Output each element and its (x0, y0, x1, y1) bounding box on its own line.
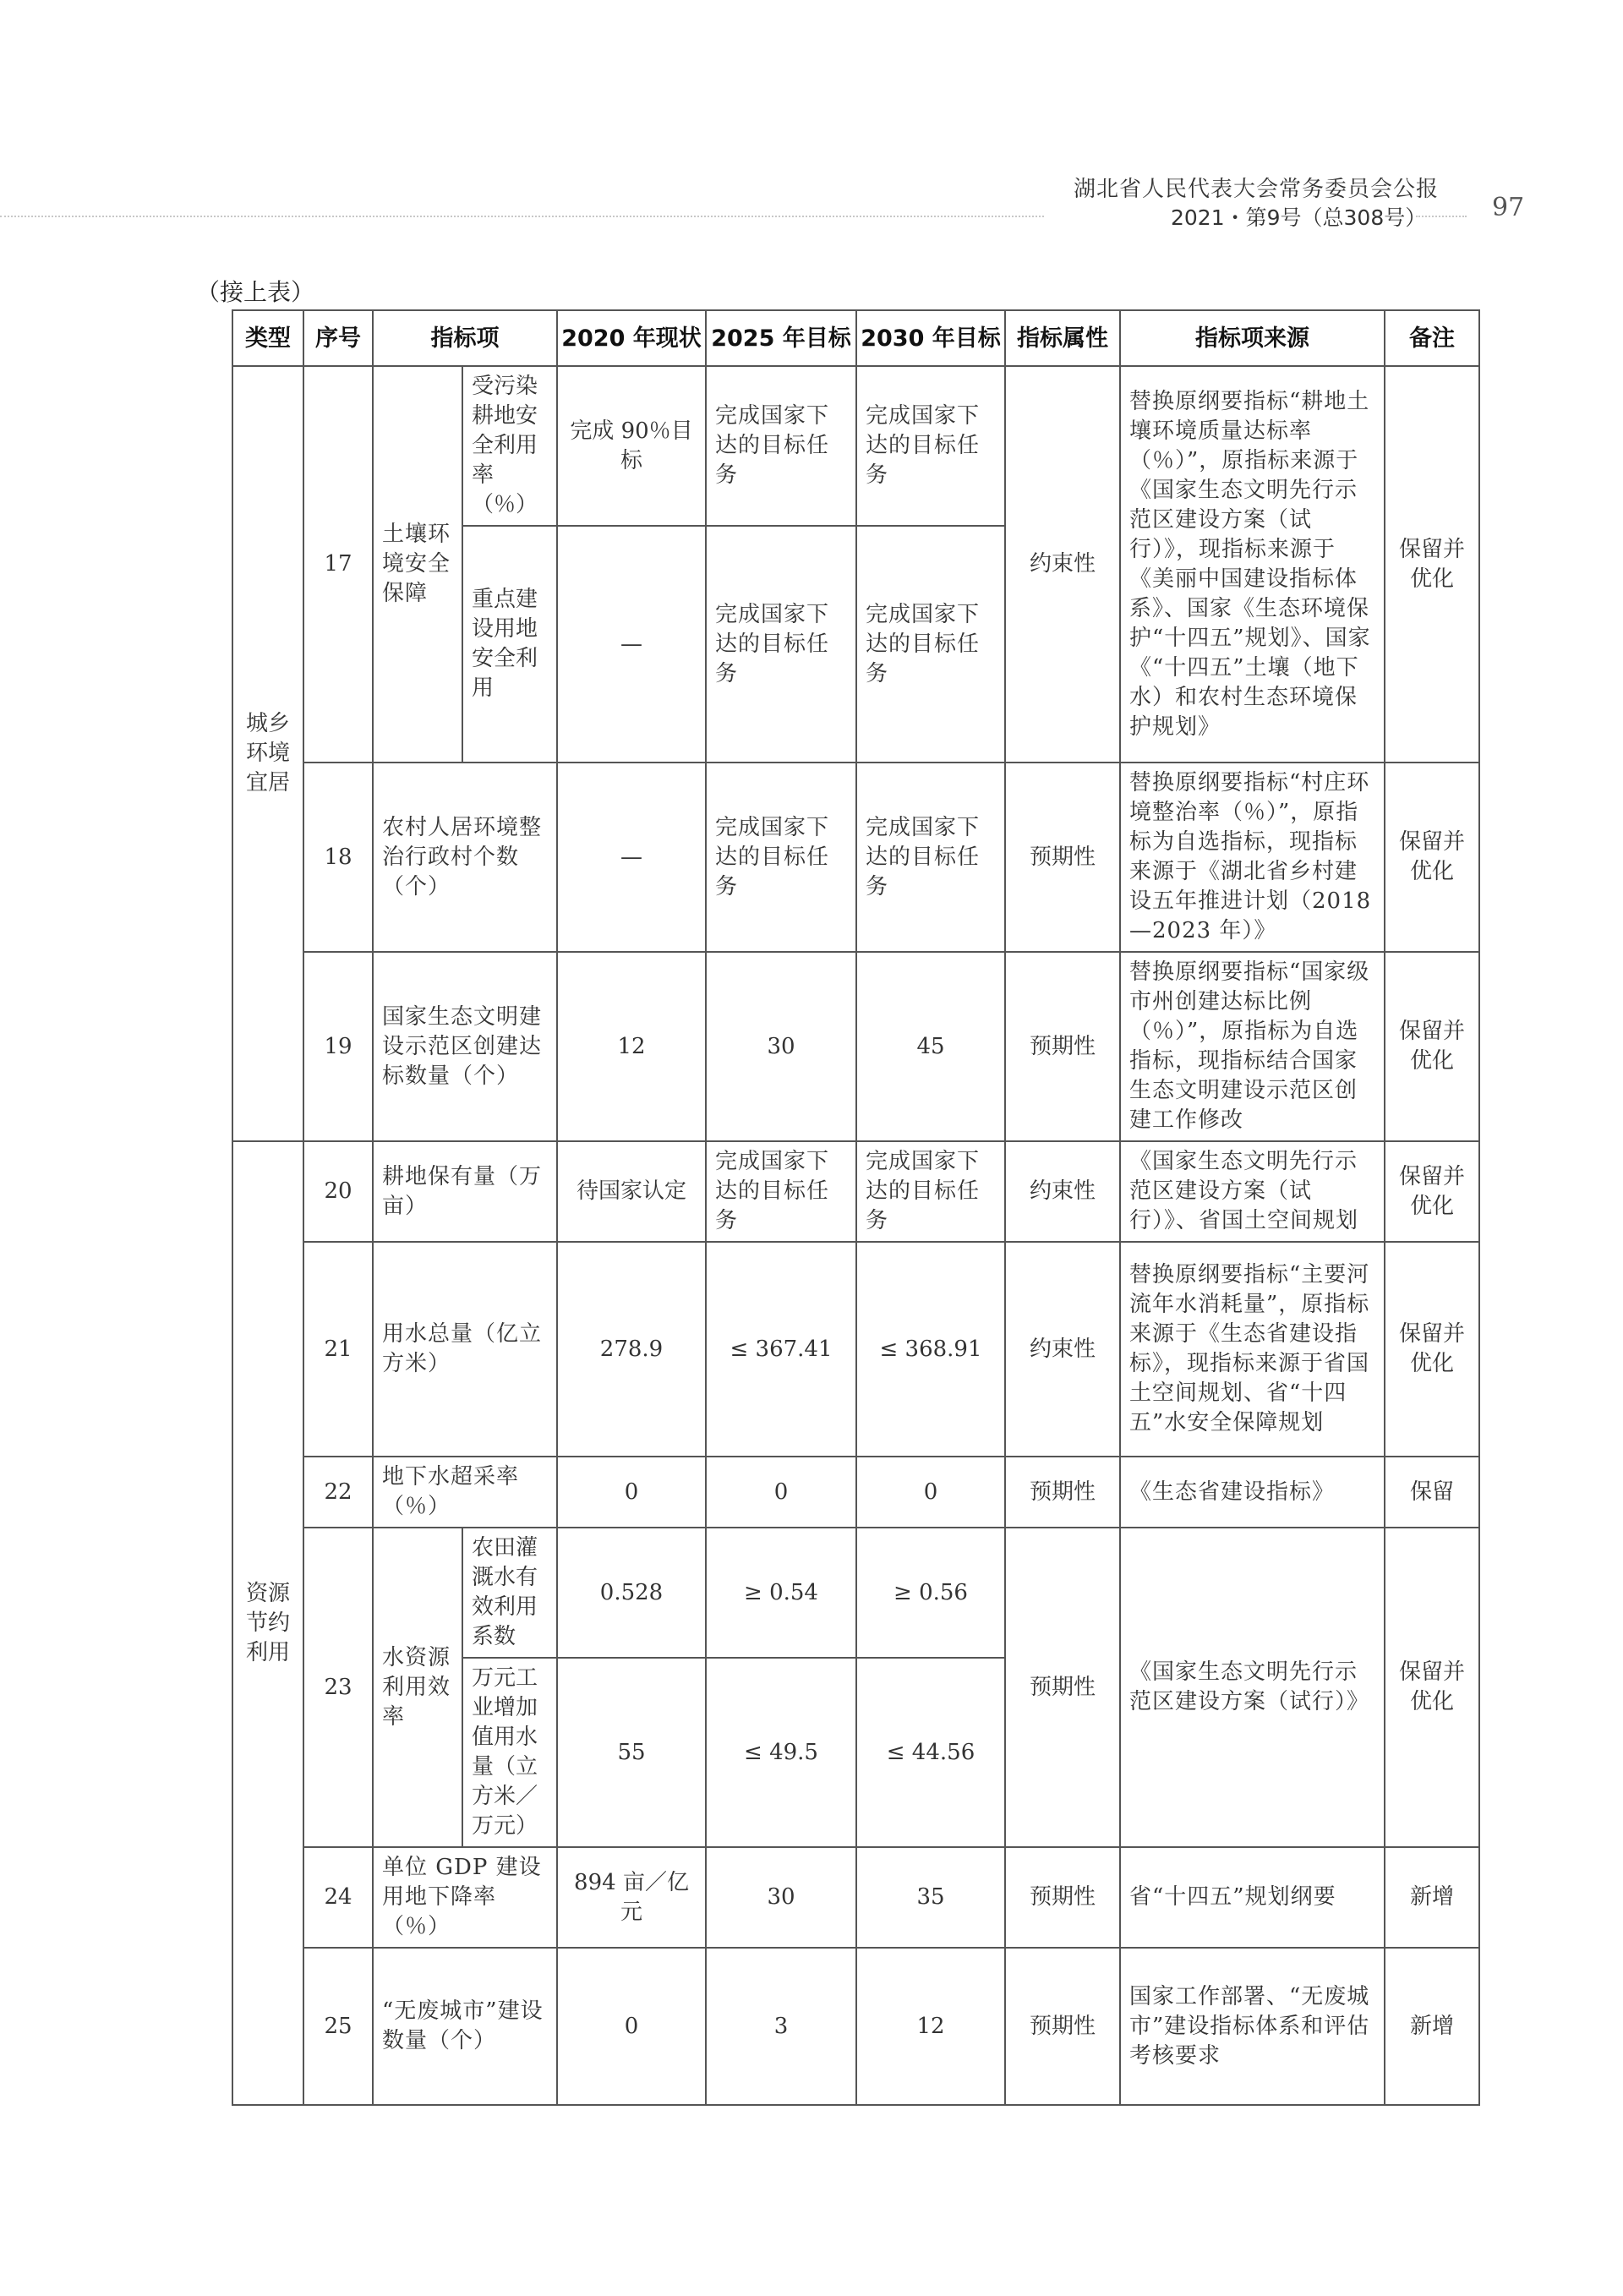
value-2025: 完成国家下达的目标任务 (706, 763, 856, 952)
remark: 新增 (1385, 1847, 1479, 1948)
remark: 保留并优化 (1385, 1141, 1479, 1242)
col-header-source: 指标项来源 (1120, 310, 1385, 366)
indicator-attribute: 预期性 (1005, 952, 1120, 1141)
value-2030: 完成国家下达的目标任务 (856, 1141, 1005, 1242)
value-2020: 待国家认定 (557, 1141, 706, 1242)
value-2025: ≥ 0.54 (706, 1528, 856, 1658)
continued-label: （接上表） (196, 278, 315, 306)
value-2030: 45 (856, 952, 1005, 1141)
value-2020: 0.528 (557, 1528, 706, 1658)
value-2030: 12 (856, 1948, 1005, 2105)
col-header-no: 序号 (303, 310, 373, 366)
row-number: 19 (303, 952, 373, 1141)
indicator-attribute: 预期性 (1005, 1528, 1120, 1847)
indicator-name: 地下水超采率（％） (373, 1457, 557, 1528)
table-header-row (232, 310, 1479, 366)
col-header-item: 指标项 (373, 310, 557, 366)
table-row (232, 366, 1479, 526)
value-2030: ≤ 44.56 (856, 1658, 1005, 1847)
indicator-name: 用水总量（亿立方米） (373, 1242, 557, 1457)
row-number: 21 (303, 1242, 373, 1457)
value-2025: 完成国家下达的目标任务 (706, 1141, 856, 1242)
col-header-2030: 2030 年目标 (856, 310, 1005, 366)
value-2020: 0 (557, 1948, 706, 2105)
indicator-source: 替换原纲要指标“主要河流年水消耗量”，原指标来源于《生态省建设指标》，现指标来源于省国土空间规划、省“十四五”水安全保障规划 (1120, 1242, 1385, 1457)
value-2030: ≥ 0.56 (856, 1528, 1005, 1658)
table-row (232, 1847, 1479, 1948)
indicator-name: 耕地保有量（万亩） (373, 1141, 557, 1242)
indicator-source: 《生态省建设指标》 (1120, 1457, 1385, 1528)
issue-number: 2021・第9号（总308号） (1171, 205, 1427, 230)
table-row (232, 1141, 1479, 1242)
indicator-source: 国家工作部署、“无废城市”建设指标体系和评估考核要求 (1120, 1948, 1385, 2105)
indicator-source: 替换原纲要指标“耕地土壤环境质量达标率（％）”，原指标来源于《国家生态文明先行示范区建设方案（试行）》，现指标来源于《美丽中国建设指标体系》、国家《生态环境保护“十四五”规划》、国家《“十四五”土壤（地下水）和农村生态环境保护规划》 (1120, 366, 1385, 763)
sub-indicator-name: 重点建设用地安全利用 (462, 526, 557, 763)
remark: 保留并优化 (1385, 1242, 1479, 1457)
value-2030: 完成国家下达的目标任务 (856, 526, 1005, 763)
indicator-attribute: 预期性 (1005, 1948, 1120, 2105)
value-2020: 完成 90％目标 (557, 366, 706, 526)
indicator-source: 省“十四五”规划纲要 (1120, 1847, 1385, 1948)
indicator-name: 土壤环境安全保障 (373, 366, 462, 763)
bulletin-title: 湖北省人民代表大会常务委员会公报 (1074, 177, 1440, 202)
table-row (232, 1457, 1479, 1528)
col-header-type: 类型 (232, 310, 303, 366)
sub-indicator-name: 万元工业增加值用水量（立方米／万元） (462, 1658, 557, 1847)
sub-indicator-name: 受污染耕地安全利用率（％） (462, 366, 557, 526)
value-2030: ≤ 368.91 (856, 1242, 1005, 1457)
table-row (232, 952, 1479, 1141)
value-2020: 894 亩／亿元 (557, 1847, 706, 1948)
value-2025: ≤ 367.41 (706, 1242, 856, 1457)
value-2020: 12 (557, 952, 706, 1141)
value-2020: 55 (557, 1658, 706, 1847)
remark: 保留并优化 (1385, 763, 1479, 952)
col-header-note: 备注 (1385, 310, 1479, 366)
value-2025: 30 (706, 952, 856, 1141)
row-number: 23 (303, 1528, 373, 1847)
indicator-name: 水资源利用效率 (373, 1528, 462, 1847)
value-2025: 3 (706, 1948, 856, 2105)
table-row (232, 1242, 1479, 1457)
value-2030: 35 (856, 1847, 1005, 1948)
value-2030: 完成国家下达的目标任务 (856, 366, 1005, 526)
value-2025: 0 (706, 1457, 856, 1528)
indicator-source: 《国家生态文明先行示范区建设方案（试行）》、省国土空间规划 (1120, 1141, 1385, 1242)
indicator-attribute: 预期性 (1005, 1847, 1120, 1948)
indicator-table (232, 309, 1480, 2106)
row-number: 24 (303, 1847, 373, 1948)
table-row (232, 1948, 1479, 2105)
indicator-source: 替换原纲要指标“国家级市州创建达标比例（％）”，原指标为自选指标，现指标结合国家生态文明建设示范区创建工作修改 (1120, 952, 1385, 1141)
value-2020: — (557, 526, 706, 763)
value-2030: 0 (856, 1457, 1005, 1528)
indicator-name: 农村人居环境整治行政村个数（个） (373, 763, 557, 952)
remark: 保留并优化 (1385, 952, 1479, 1141)
indicator-source: 替换原纲要指标“村庄环境整治率（％）”，原指标为自选指标，现指标来源于《湖北省乡村建设五年推进计划（2018—2023 年）》 (1120, 763, 1385, 952)
value-2025: ≤ 49.5 (706, 1658, 856, 1847)
indicator-name: 单位 GDP 建设用地下降率（％） (373, 1847, 557, 1948)
row-number: 17 (303, 366, 373, 763)
value-2025: 30 (706, 1847, 856, 1948)
remark: 保留并优化 (1385, 366, 1479, 763)
category-cell: 城乡环境宜居 (232, 366, 303, 1141)
table-row (232, 1528, 1479, 1658)
table-row (232, 763, 1479, 952)
remark: 新增 (1385, 1948, 1479, 2105)
sub-indicator-name: 农田灌溉水有效利用系数 (462, 1528, 557, 1658)
indicator-attribute: 约束性 (1005, 1242, 1120, 1457)
col-header-attr: 指标属性 (1005, 310, 1120, 366)
indicator-name: “无废城市”建设数量（个） (373, 1948, 557, 2105)
indicator-source: 《国家生态文明先行示范区建设方案（试行）》 (1120, 1528, 1385, 1847)
indicator-attribute: 预期性 (1005, 763, 1120, 952)
value-2030: 完成国家下达的目标任务 (856, 763, 1005, 952)
row-number: 18 (303, 763, 373, 952)
value-2025: 完成国家下达的目标任务 (706, 526, 856, 763)
value-2025: 完成国家下达的目标任务 (706, 366, 856, 526)
indicator-attribute: 约束性 (1005, 366, 1120, 763)
indicator-attribute: 预期性 (1005, 1457, 1120, 1528)
page-number: 97 (1492, 193, 1525, 222)
remark: 保留 (1385, 1457, 1479, 1528)
indicator-name: 国家生态文明建设示范区创建达标数量（个） (373, 952, 557, 1141)
indicator-attribute: 约束性 (1005, 1141, 1120, 1242)
value-2020: 0 (557, 1457, 706, 1528)
header-rule-left (0, 216, 1044, 217)
row-number: 22 (303, 1457, 373, 1528)
value-2020: — (557, 763, 706, 952)
category-cell: 资源节约利用 (232, 1141, 303, 2105)
remark: 保留并优化 (1385, 1528, 1479, 1847)
col-header-2020: 2020 年现状 (557, 310, 706, 366)
row-number: 25 (303, 1948, 373, 2105)
row-number: 20 (303, 1141, 373, 1242)
value-2020: 278.9 (557, 1242, 706, 1457)
col-header-2025: 2025 年目标 (706, 310, 856, 366)
